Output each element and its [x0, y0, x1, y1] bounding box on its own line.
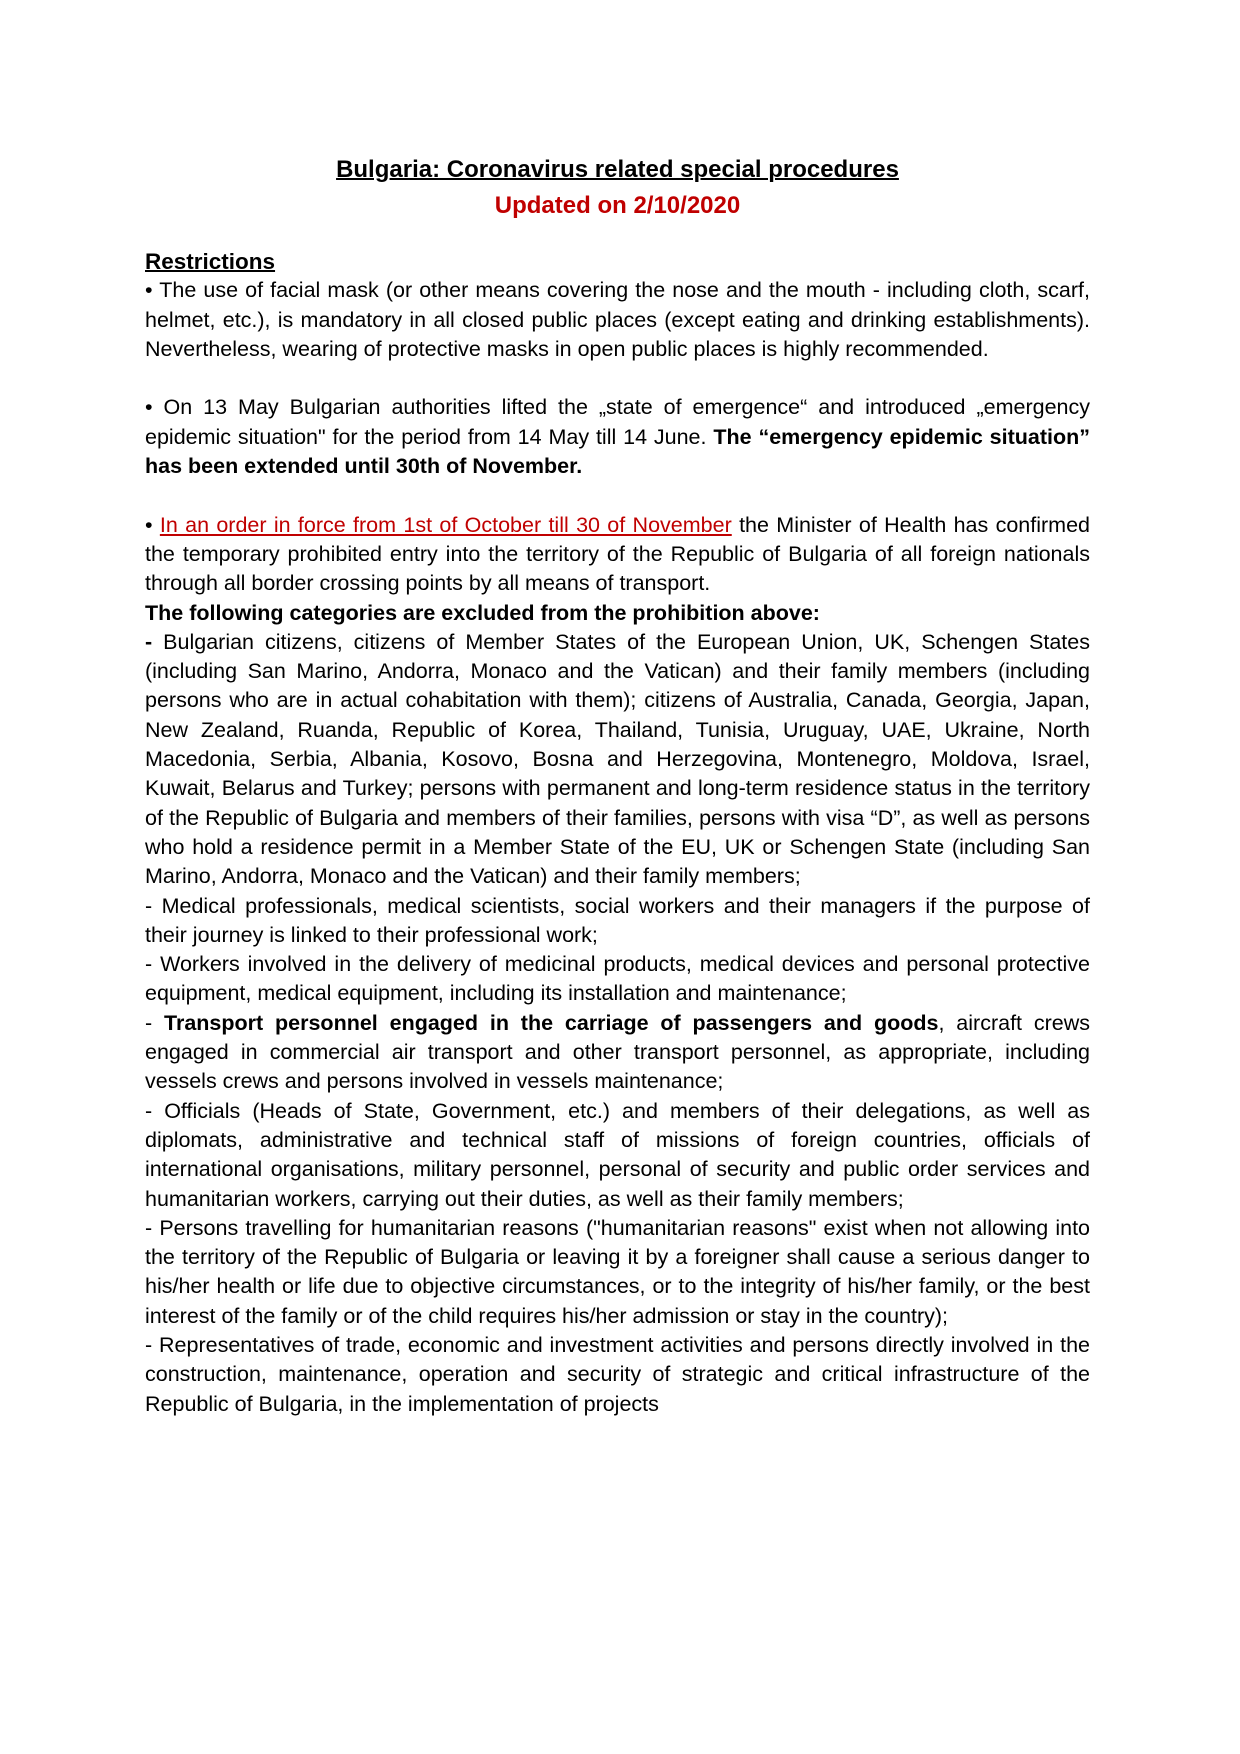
paragraph — [145, 1097, 1090, 1214]
text-run: , aircraft crews engaged in commercial air transport and other transport personnel, as appropriate, including vessels crews and persons involved in vessels maintenance; — [145, 1010, 1091, 1094]
paragraph — [145, 628, 1090, 892]
text-run: • On 13 May Bulgarian authorities lifted the „state of emergence“ and introduced „emergency epidemic situation" for the period from 14 May till 14 June. — [145, 395, 1090, 449]
text-run: - Workers involved in the delivery of medicinal products, medical devices and personal protective equipment, medical equipment, including its installation and maintenance; — [145, 952, 1090, 1006]
text-run: Bulgarian citizens, citizens of Member States of the European Union, UK, Schengen States (including San Marino, Andorra, Monaco and the Vatican) and their family members (including persons who are in actual cohabitation with them); citizens of Australia, Canada, Georgia, Japan, New Zealand, Ruanda, Republic of Korea, Thailand, Tunisia, Uruguay, UAE, Ukraine, North Macedonia, Serbia, Albania, Kosovo, Bosna and Herzegovina, Montenegro, Moldova, Israel, Kuwait, Belarus and Turkey; persons with permanent and long-term residence status in the territory of the Republic of Bulgaria and members of their families, persons with visa “D”, as well as persons who hold a residence permit in a Member State of the EU, UK or Schengen State (including San Marino, Andorra, Monaco and the Vatican) and their family members; — [145, 629, 1090, 889]
document-content — [145, 152, 1090, 1419]
paragraph — [145, 950, 1090, 1009]
text-run: - — [145, 1010, 165, 1035]
text-run: • The use of facial mask (or other means covering the nose and the mouth - including cloth, scarf, helmet, etc.), is mandatory in all closed public places (except eating and drinking establishments). Nevertheless, wearing of protective masks in open public places is highly recommended. — [145, 278, 1090, 361]
text-run: The following categories are excluded from the prohibition above: — [145, 600, 820, 625]
section-heading-text: Restrictions — [145, 249, 276, 274]
text-run: - Medical professionals, medical scientists, social workers and their managers if the purpose of their journey is linked to their professional work; — [145, 893, 1090, 947]
paragraph — [145, 599, 1090, 628]
paragraph — [145, 1214, 1090, 1331]
text-run: - — [145, 629, 164, 654]
paragraph-spacer — [145, 364, 1090, 393]
text-run: The “emergency epidemic situation” has been extended until 30th of November. — [145, 424, 1090, 479]
text-run: • — [145, 512, 160, 537]
document-body — [145, 276, 1090, 1419]
text-run: - Officials (Heads of State, Government, etc.) and members of their delegations, as well as diplomats, administrative and technical staff of missions of foreign countries, officials of international organisations, military personnel, personal of security and public order services and humanitarian workers, carrying out their duties, as well as their family members; — [145, 1098, 1090, 1211]
text-run: Transport personnel engaged in the carriage of passengers and goods — [164, 1010, 939, 1035]
section-heading-restrictions — [145, 247, 1090, 276]
paragraph — [145, 1331, 1090, 1419]
paragraph — [145, 276, 1090, 364]
paragraph — [145, 892, 1090, 951]
paragraph — [145, 511, 1090, 599]
text-run: - Persons travelling for humanitarian reasons ("humanitarian reasons" exist when not allowing into the territory of the Republic of Bulgaria or leaving it by a foreigner shall cause a serious danger to his/her health or life due to objective circumstances, or to the integrity of his/her family, or the best interest of the family or of the child requires his/her admission or stay in the country); — [145, 1215, 1090, 1328]
paragraph — [145, 1009, 1090, 1097]
document-updated-date: Updated on 2/10/2020 — [494, 192, 741, 219]
paragraph — [145, 393, 1090, 481]
text-run: the Minister of Health has confirmed the temporary prohibited entry into the territory of the Republic of Bulgaria of all foreign nationals through all border crossing points by all means of transport. — [145, 512, 1090, 596]
paragraph-spacer — [145, 481, 1090, 510]
document-title — [145, 152, 1090, 188]
document-title-text: Bulgaria: Coronavirus related special procedures — [336, 156, 899, 183]
order-period-link[interactable]: In an order in force from 1st of October till 30 of November — [159, 512, 732, 537]
text-run: - Representatives of trade, economic and investment activities and persons directly involved in the construction, maintenance, operation and security of strategic and critical infrastructure of the Republic of Bulgaria, in the implementation of projects — [145, 1332, 1090, 1416]
